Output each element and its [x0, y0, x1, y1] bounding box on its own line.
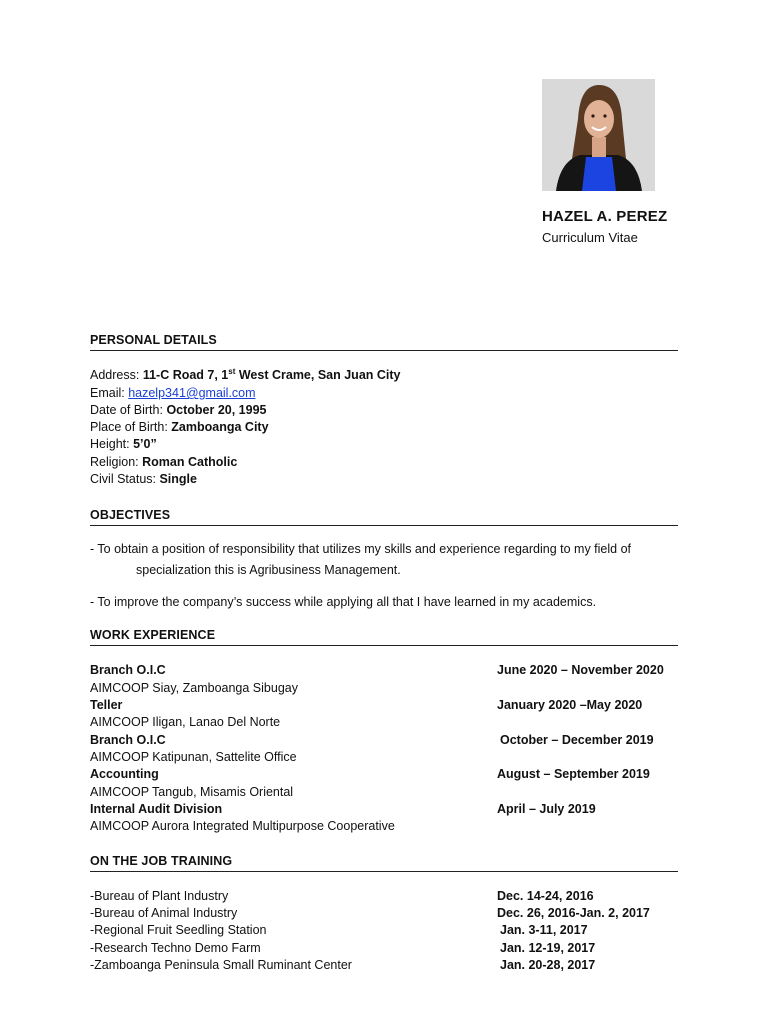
job-date: June 2020 – November 2020: [497, 663, 664, 677]
address-label: Address:: [90, 368, 143, 382]
civil-status-label: Civil Status:: [90, 472, 160, 486]
objective-1-line-2: specialization this is Agribusiness Management.: [136, 563, 401, 577]
job-date: January 2020 –May 2020: [497, 698, 643, 712]
civil-status-value: Single: [159, 472, 197, 486]
ojt-item-name: -Zamboanga Peninsula Small Ruminant Center: [90, 958, 352, 972]
religion-value: Roman Catholic: [142, 455, 238, 469]
ojt-item-name: -Regional Fruit Seedling Station: [90, 923, 267, 937]
dob-label: Date of Birth:: [90, 403, 167, 417]
job-organization: AIMCOOP Katipunan, Sattelite Office: [90, 750, 297, 764]
job-organization: AIMCOOP Aurora Integrated Multipurpose Cooperative: [90, 819, 395, 833]
height-line: [90, 437, 157, 451]
pob-label: Place of Birth:: [90, 420, 172, 434]
job-title: Branch O.I.C: [90, 733, 166, 747]
ojt-item-name: -Bureau of Plant Industry: [90, 889, 229, 903]
section-divider: [90, 525, 678, 526]
section-title-work: WORK EXPERIENCE: [90, 628, 216, 642]
ojt-item-name: -Bureau of Animal Industry: [90, 906, 238, 920]
email-line: [90, 386, 256, 400]
portrait-photo-icon: [542, 79, 655, 191]
candidate-name: HAZEL A. PEREZ: [542, 208, 668, 225]
civil-status-line: [90, 472, 197, 486]
height-value: 5’0”: [133, 437, 157, 451]
job-title: Branch O.I.C: [90, 663, 166, 677]
ojt-item-date: Dec. 26, 2016-Jan. 2, 2017: [497, 906, 650, 920]
job-organization: AIMCOOP Siay, Zamboanga Sibugay: [90, 681, 298, 695]
objective-2: - To improve the company’s success while applying all that I have learned in my academics.: [90, 595, 597, 609]
section-title-personal: PERSONAL DETAILS: [90, 333, 217, 347]
religion-line: [90, 455, 237, 469]
profile-photo: [542, 79, 655, 191]
email-link[interactable]: hazelp341@gmail.com: [128, 386, 256, 400]
section-divider: [90, 871, 678, 872]
ojt-item-date: Jan. 12-19, 2017: [500, 941, 596, 955]
dob-value: October 20, 1995: [166, 403, 267, 417]
job-title: Teller: [90, 698, 123, 712]
job-title: Internal Audit Division: [90, 802, 223, 816]
ojt-item-date: Dec. 14-24, 2016: [497, 889, 594, 903]
address-line: [90, 368, 401, 382]
religion-label: Religion:: [90, 455, 143, 469]
section-divider: [90, 645, 678, 646]
address-value: 11-C Road 7, 1st West Crame, San Juan City: [142, 366, 401, 382]
email-label: Email:: [90, 386, 129, 400]
document-subtitle: Curriculum Vitae: [542, 230, 638, 245]
pob-value: Zamboanga City: [171, 420, 269, 434]
job-title: Accounting: [90, 767, 159, 781]
ojt-item-name: -Research Techno Demo Farm: [90, 941, 261, 955]
job-date: August – September 2019: [497, 767, 650, 781]
ojt-item-date: Jan. 20-28, 2017: [500, 958, 596, 972]
section-title-ojt: ON THE JOB TRAINING: [90, 854, 233, 868]
section-divider: [90, 350, 678, 351]
job-date: April – July 2019: [497, 802, 596, 816]
job-organization: AIMCOOP Iligan, Lanao Del Norte: [90, 715, 281, 729]
ojt-item-date: Jan. 3-11, 2017: [500, 923, 588, 937]
pob-line: [90, 420, 269, 434]
height-label: Height:: [90, 437, 134, 451]
job-organization: AIMCOOP Tangub, Misamis Oriental: [90, 785, 294, 799]
dob-line: [90, 403, 267, 417]
section-title-objectives: OBJECTIVES: [90, 508, 171, 522]
job-date: October – December 2019: [500, 733, 654, 747]
objective-1-line-1: - To obtain a position of responsibility that utilizes my skills and experience regarding to my field of: [90, 542, 632, 556]
